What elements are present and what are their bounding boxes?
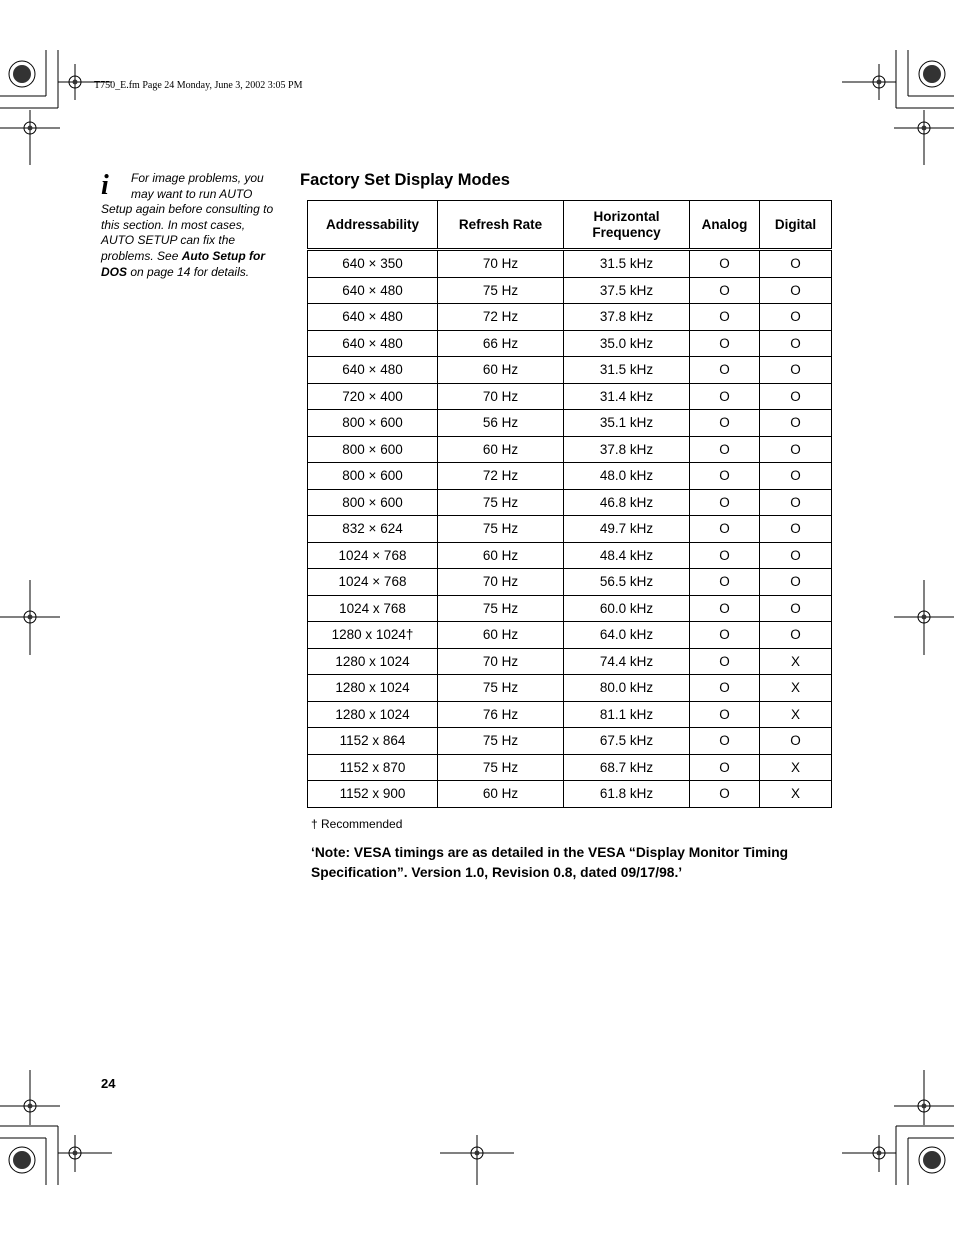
table-cell: 1280 x 1024	[308, 648, 438, 675]
table-cell: 72 Hz	[438, 463, 564, 490]
table-row	[308, 675, 832, 702]
table-cell: 31.5 kHz	[564, 357, 690, 384]
table-row	[308, 648, 832, 675]
table-cell: 720 × 400	[308, 383, 438, 410]
table-cell: 81.1 kHz	[564, 701, 690, 728]
table-body	[308, 250, 832, 808]
table-cell: 640 × 480	[308, 277, 438, 304]
table-cell: O	[690, 648, 760, 675]
table-row	[308, 542, 832, 569]
table-cell: 60 Hz	[438, 781, 564, 808]
vesa-note: ‘Note: VESA timings are as detailed in the VESA “Display Monitor Timing Specification”. Version 1.0, Revision 0.8, dated 09/17/98.’	[311, 845, 789, 880]
table-cell: O	[690, 622, 760, 649]
table-cell: 1024 x 768	[308, 595, 438, 622]
table-cell: O	[690, 277, 760, 304]
table-cell: 56.5 kHz	[564, 569, 690, 596]
table-cell: O	[760, 728, 832, 755]
table-cell: 75 Hz	[438, 595, 564, 622]
table-cell: O	[760, 569, 832, 596]
table-cell: 1152 x 870	[308, 754, 438, 781]
table-cell: 1280 x 1024	[308, 675, 438, 702]
table-cell: 60 Hz	[438, 622, 564, 649]
table-cell: O	[690, 463, 760, 490]
table-cell: O	[690, 781, 760, 808]
column-header: Addressability	[308, 201, 438, 250]
table-cell: 1280 x 1024	[308, 701, 438, 728]
table-row	[308, 250, 832, 278]
footnote: † Recommended	[311, 817, 403, 831]
table-cell: 60 Hz	[438, 357, 564, 384]
table-cell: X	[760, 701, 832, 728]
table-cell: O	[760, 463, 832, 490]
table-row	[308, 304, 832, 331]
table-row	[308, 781, 832, 808]
table-cell: O	[690, 357, 760, 384]
table-cell: O	[760, 304, 832, 331]
table-row	[308, 436, 832, 463]
side-note-line: this section. In most cases,	[101, 217, 246, 232]
table-cell: O	[690, 516, 760, 543]
table-cell: 48.0 kHz	[564, 463, 690, 490]
column-header: Digital	[760, 201, 832, 250]
table-cell: 68.7 kHz	[564, 754, 690, 781]
table-cell: 800 × 600	[308, 489, 438, 516]
table-cell: O	[690, 436, 760, 463]
table-cell: 75 Hz	[438, 754, 564, 781]
table-cell: 800 × 600	[308, 436, 438, 463]
table-cell: X	[760, 754, 832, 781]
side-note-line: For image problems, you	[131, 171, 264, 185]
table-cell: X	[760, 648, 832, 675]
side-note-line: may want to run AUTO	[131, 186, 253, 201]
table-cell: 48.4 kHz	[564, 542, 690, 569]
table-cell: 49.7 kHz	[564, 516, 690, 543]
table-cell: 1024 × 768	[308, 569, 438, 596]
info-i-icon: i	[101, 170, 109, 201]
table-cell: 70 Hz	[438, 250, 564, 278]
table-cell: 70 Hz	[438, 648, 564, 675]
table-cell: O	[760, 277, 832, 304]
display-modes-table	[307, 200, 832, 808]
table-row	[308, 701, 832, 728]
table-cell: O	[690, 569, 760, 596]
side-note-line: AUTO SETUP can fix the	[101, 233, 236, 248]
table-cell: 37.5 kHz	[564, 277, 690, 304]
table-cell: O	[690, 728, 760, 755]
table-cell: O	[760, 410, 832, 437]
table-cell: O	[690, 542, 760, 569]
table-cell: O	[760, 542, 832, 569]
table-cell: O	[690, 675, 760, 702]
table-cell: 1280 x 1024†	[308, 622, 438, 649]
table-cell: O	[760, 357, 832, 384]
table-cell: 70 Hz	[438, 569, 564, 596]
table-cell: O	[690, 383, 760, 410]
side-note-text: problems. See	[101, 248, 182, 263]
table-row	[308, 516, 832, 543]
table-cell: O	[690, 489, 760, 516]
table-cell: 64.0 kHz	[564, 622, 690, 649]
table-row	[308, 489, 832, 516]
table-cell: 74.4 kHz	[564, 648, 690, 675]
table-row	[308, 410, 832, 437]
table-cell: 31.5 kHz	[564, 250, 690, 278]
table-cell: 35.0 kHz	[564, 330, 690, 357]
table-cell: 80.0 kHz	[564, 675, 690, 702]
table-cell: 1152 x 864	[308, 728, 438, 755]
table-row	[308, 277, 832, 304]
table-cell: X	[760, 675, 832, 702]
table-cell: 75 Hz	[438, 675, 564, 702]
auto-setup-reference: Auto Setup for	[181, 248, 266, 263]
table-cell: 640 × 480	[308, 304, 438, 331]
table-cell: O	[760, 516, 832, 543]
table-cell: O	[690, 754, 760, 781]
table-cell: 640 × 480	[308, 357, 438, 384]
table-cell: 72 Hz	[438, 304, 564, 331]
table-row	[308, 728, 832, 755]
section-title: Factory Set Display Modes	[300, 171, 510, 189]
file-header: T750_E.fm Page 24 Monday, June 3, 2002 3:05 PM	[94, 80, 303, 91]
table-cell: 70 Hz	[438, 383, 564, 410]
table-row	[308, 595, 832, 622]
table-row	[308, 622, 832, 649]
table-cell: 800 × 600	[308, 463, 438, 490]
side-note-line	[101, 265, 283, 281]
table-row	[308, 330, 832, 357]
side-note-line: Setup again before consulting to	[101, 202, 274, 217]
table-cell: O	[760, 383, 832, 410]
table-cell: O	[760, 595, 832, 622]
table-row	[308, 569, 832, 596]
table-row	[308, 754, 832, 781]
table-cell: 46.8 kHz	[564, 489, 690, 516]
table-cell: 61.8 kHz	[564, 781, 690, 808]
table-cell: 640 × 350	[308, 250, 438, 278]
table-cell: O	[760, 250, 832, 278]
table-cell: 67.5 kHz	[564, 728, 690, 755]
side-note	[101, 171, 283, 280]
table-cell: O	[760, 489, 832, 516]
table-row	[308, 357, 832, 384]
table-cell: O	[760, 622, 832, 649]
table-cell: O	[690, 595, 760, 622]
side-note-text: on page 14 for details.	[127, 264, 250, 279]
table-cell: 640 × 480	[308, 330, 438, 357]
table-cell: X	[760, 781, 832, 808]
table-header-row	[308, 201, 832, 250]
column-header: Analog	[690, 201, 760, 250]
table-cell: O	[690, 330, 760, 357]
table-cell: 35.1 kHz	[564, 410, 690, 437]
table-cell: O	[760, 330, 832, 357]
table-cell: 37.8 kHz	[564, 436, 690, 463]
column-header: Refresh Rate	[438, 201, 564, 250]
table-cell: 75 Hz	[438, 728, 564, 755]
table-cell: O	[690, 304, 760, 331]
table-cell: 60 Hz	[438, 542, 564, 569]
page-number: 24	[101, 1076, 116, 1091]
dos-reference: DOS	[101, 264, 128, 279]
table-cell: 832 × 624	[308, 516, 438, 543]
table-cell: 37.8 kHz	[564, 304, 690, 331]
table-cell: 60 Hz	[438, 436, 564, 463]
table-row	[308, 383, 832, 410]
side-note-line	[101, 249, 283, 265]
table-cell: 800 × 600	[308, 410, 438, 437]
table-row	[308, 463, 832, 490]
table-cell: 1152 x 900	[308, 781, 438, 808]
table-cell: O	[760, 436, 832, 463]
table-cell: O	[690, 410, 760, 437]
table-cell: 75 Hz	[438, 516, 564, 543]
table-cell: 56 Hz	[438, 410, 564, 437]
table-cell: 66 Hz	[438, 330, 564, 357]
table-cell: 75 Hz	[438, 489, 564, 516]
table-cell: 1024 × 768	[308, 542, 438, 569]
table-cell: 31.4 kHz	[564, 383, 690, 410]
table-cell: 75 Hz	[438, 277, 564, 304]
table-cell: 76 Hz	[438, 701, 564, 728]
table-cell: O	[690, 250, 760, 278]
table-cell: 60.0 kHz	[564, 595, 690, 622]
table-cell: O	[690, 701, 760, 728]
column-header: Horizontal Frequency	[564, 201, 690, 250]
